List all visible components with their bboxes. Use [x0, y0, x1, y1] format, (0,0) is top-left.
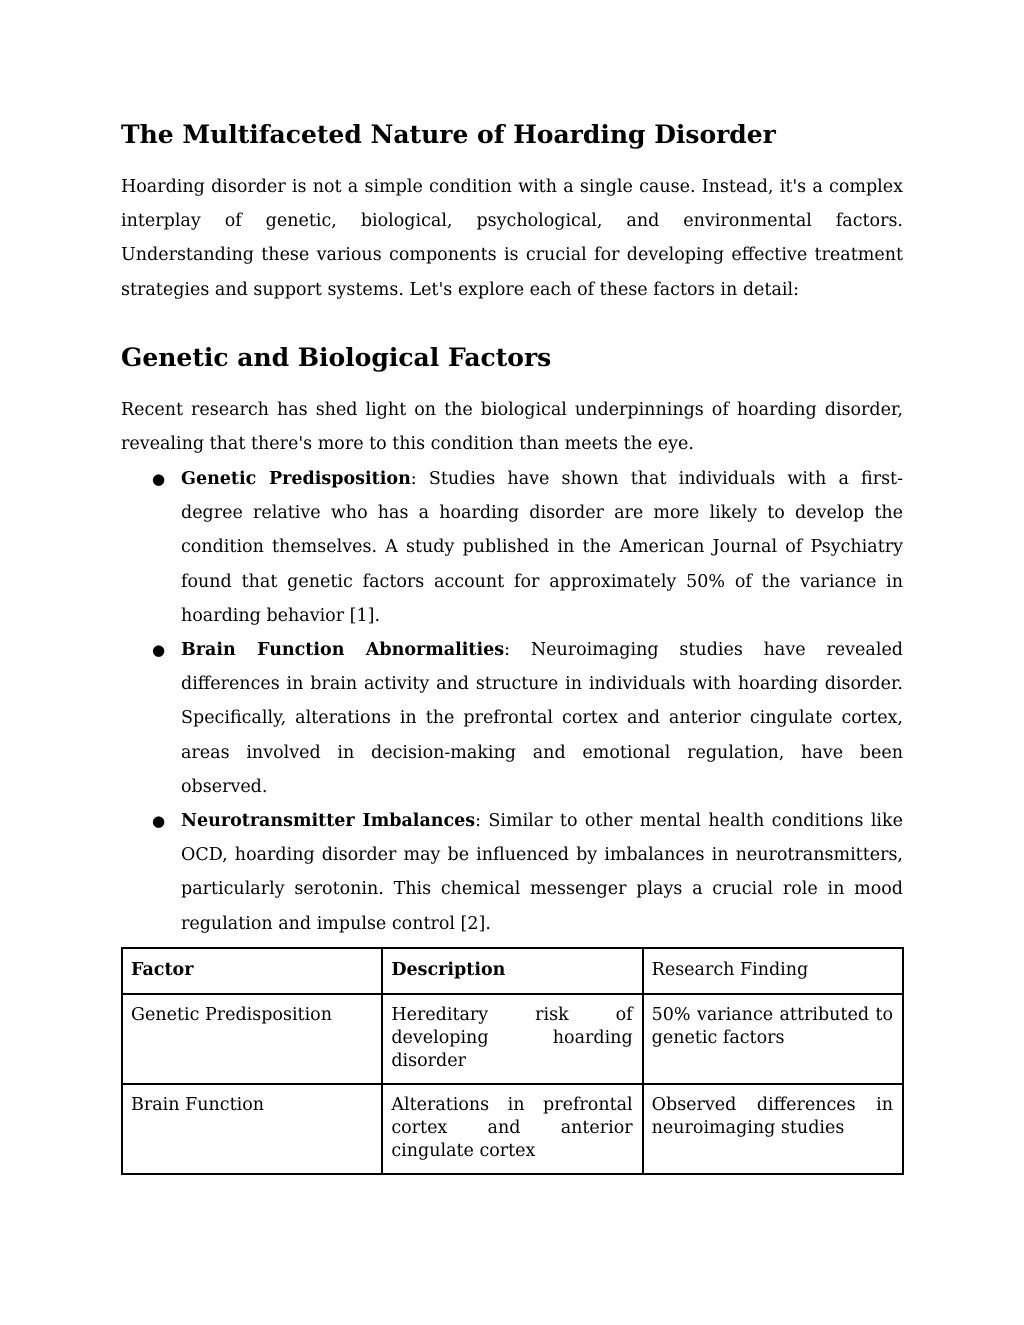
bullet-term: Brain Function Abnormalities	[181, 640, 505, 661]
column-header-description: Description	[382, 948, 642, 994]
table-cell: Observed differences in neuroimaging studies	[643, 1084, 903, 1174]
intro-paragraph: Hoarding disorder is not a simple condition with a single cause. Instead, it's a complex interplay of genetic, biological, psychological, and environmental factors. Understanding these various components is crucial for developing effective treatment strategies and support systems. Let's explore each of these factors in detail:	[121, 177, 903, 300]
document-title: The Multifaceted Nature of Hoarding Disorder	[121, 120, 776, 149]
bullet-text: : Similar to other mental health conditions like OCD, hoarding disorder may be influenced by imbalances in neurotransmitters, particularly serotonin. This chemical messenger plays a crucial role in mood regulation and impulse control [2].	[181, 811, 903, 934]
table-row	[122, 1084, 903, 1174]
table-cell: Hereditary risk of developing hoarding disorder	[382, 994, 642, 1084]
table-header-row	[122, 948, 903, 994]
list-item	[121, 804, 903, 941]
table-cell: Alterations in prefrontal cortex and anterior cingulate cortex	[382, 1084, 642, 1174]
column-header-factor: Factor	[122, 948, 382, 994]
bullet-text: : Neuroimaging studies have revealed differences in brain activity and structure in individuals with hoarding disorder. Specifically, alterations in the prefrontal cortex and anterior cingulate cortex, areas involved in decision-making and emotional regulation, have been observed.	[181, 640, 903, 797]
section-lead-paragraph: Recent research has shed light on the biological underpinnings of hoarding disorder, revealing that there's more to this condition than meets the eye.	[121, 400, 903, 455]
list-item	[121, 462, 903, 633]
factors-table	[121, 947, 904, 1175]
bullet-text: : Studies have shown that individuals with a first-degree relative who has a hoarding disorder are more likely to develop the condition themselves. A study published in the American Journal of Psychiatry found that genetic factors account for approximately 50% of the variance in hoarding behavior [1].	[181, 469, 903, 626]
table-row	[122, 994, 903, 1084]
bullet-term: Genetic Predisposition	[181, 469, 411, 489]
column-header-research-finding: Research Finding	[643, 948, 903, 994]
table-cell: Genetic Predisposition	[122, 994, 382, 1084]
bullet-icon: ●	[152, 812, 166, 831]
table-cell: 50% variance attributed to genetic factors	[643, 994, 903, 1084]
table-cell: Brain Function	[122, 1084, 382, 1174]
factor-bullet-list	[121, 462, 903, 941]
bullet-icon: ●	[152, 641, 166, 660]
bullet-icon: ●	[152, 470, 166, 488]
bullet-term: Neurotransmitter Imbalances	[181, 811, 476, 832]
section-heading: Genetic and Biological Factors	[121, 343, 552, 372]
list-item	[121, 633, 903, 804]
